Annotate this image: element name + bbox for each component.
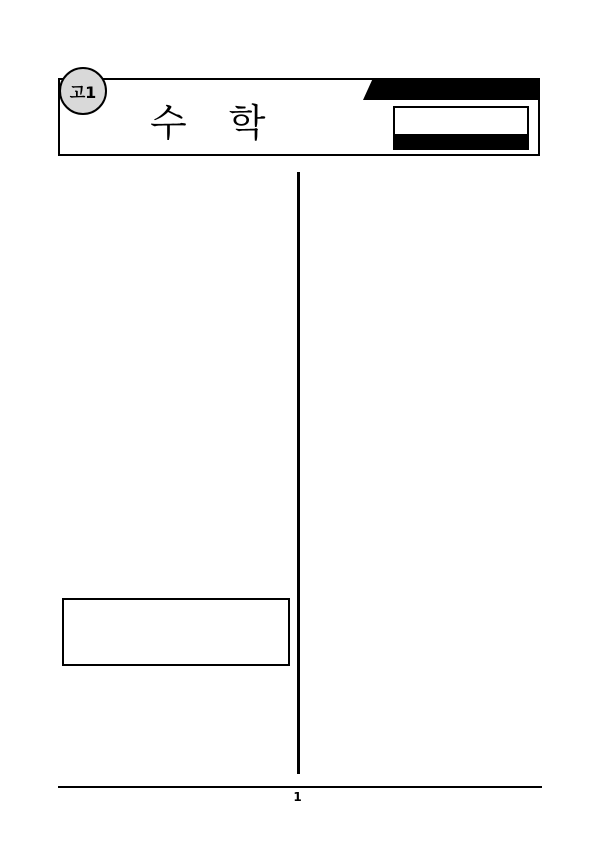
grade-label: 고1	[69, 82, 97, 102]
subject-title: 수학	[150, 101, 308, 145]
page-number: 1	[293, 790, 302, 804]
grade-badge	[59, 67, 107, 115]
score-label	[393, 134, 529, 150]
conditions-box	[62, 598, 290, 666]
column-divider	[297, 172, 300, 774]
footer-rule	[58, 786, 542, 788]
exam-tag	[373, 78, 540, 100]
